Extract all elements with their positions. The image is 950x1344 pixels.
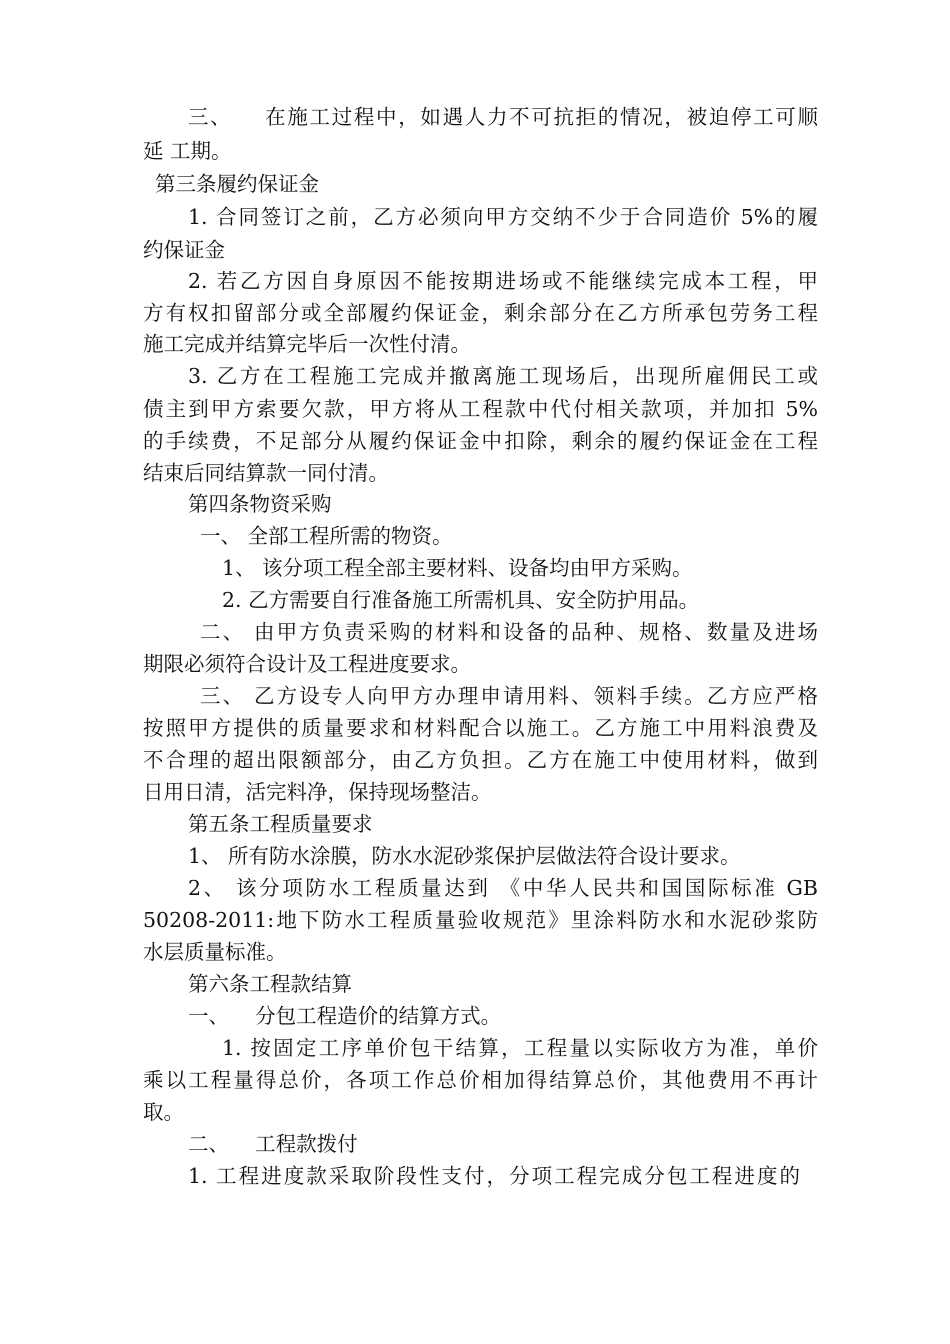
text-line: 1. 按固定工序单价包干结算，工程量以实际收方为准，单价 (222, 1036, 818, 1060)
text-line: 约保证金 (143, 238, 225, 262)
text-line: 水层质量标准。 (143, 940, 287, 964)
text-line: 50208-2011:地下防水工程质量验收规范》里涂料防水和水泥砂浆防 (143, 908, 818, 932)
text-line: 2. 若乙方因自身原因不能按期进场或不能继续完成本工程，甲 (188, 269, 818, 293)
text-line: 取。 (143, 1100, 184, 1124)
text-line: 二、 工程款拨付 (188, 1132, 358, 1156)
text-line: 一、 分包工程造价的结算方式。 (188, 1004, 502, 1028)
text-line: 的手续费，不足部分从履约保证金中扣除，剩余的履约保证金在工程 (143, 429, 818, 453)
section-heading: 第六条工程款结算 (188, 972, 352, 996)
text-line: 乘以工程量得总价，各项工作总价相加得结算总价，其他费用不再计 (143, 1068, 818, 1092)
text-line: 债主到甲方索要欠款，甲方将从工程款中代付相关款项，并加扣 5% (143, 397, 818, 421)
text-line: 3. 乙方在工程施工完成并撤离施工现场后，出现所雇佣民工或 (188, 364, 818, 388)
text-line: 三、 乙方设专人向甲方办理申请用料、领料手续。乙方应严格 (200, 684, 818, 708)
text-line: 三、 在施工过程中，如遇人力不可抗拒的情况，被迫停工可顺 (188, 105, 818, 129)
text-line: 施工完成并结算完毕后一次性付清。 (143, 332, 471, 356)
text-line: 1. 工程进度款采取阶段性支付，分项工程完成分包工程进度的 (188, 1164, 800, 1188)
text-line: 结束后同结算款一同付清。 (143, 461, 389, 485)
text-line: 1、 该分项工程全部主要材料、设备均由甲方采购。 (222, 556, 693, 580)
text-line: 延 工期。 (143, 139, 232, 163)
text-line: 二、 由甲方负责采购的材料和设备的品种、规格、数量及进场 (200, 620, 818, 644)
text-line: 方有权扣留部分或全部履约保证金，剩余部分在乙方所承包劳务工程 (143, 301, 818, 325)
text-line: 不合理的超出限额部分，由乙方负担。乙方在施工中使用材料，做到 (143, 748, 818, 772)
section-heading: 第四条物资采购 (188, 492, 332, 516)
text-line: 日用日清，活完料净，保持现场整洁。 (143, 780, 492, 804)
text-line: 1、 所有防水涂膜，防水水泥砂浆保护层做法符合设计要求。 (188, 844, 741, 868)
text-line: 期限必须符合设计及工程进度要求。 (143, 652, 471, 676)
text-line: 一、 全部工程所需的物资。 (200, 524, 453, 548)
text-line: 按照甲方提供的质量要求和材料配合以施工。乙方施工中用料浪费及 (143, 716, 818, 740)
text-line: 2、 该分项防水工程质量达到 《中华人民共和国国际标准 GB (188, 876, 818, 900)
section-heading: 第五条工程质量要求 (188, 812, 373, 836)
text-line: 1. 合同签订之前，乙方必须向甲方交纳不少于合同造价 5%的履 (188, 205, 818, 229)
text-line: 2. 乙方需要自行准备施工所需机具、安全防护用品。 (222, 588, 700, 612)
section-heading: 第三条履约保证金 (155, 172, 319, 196)
